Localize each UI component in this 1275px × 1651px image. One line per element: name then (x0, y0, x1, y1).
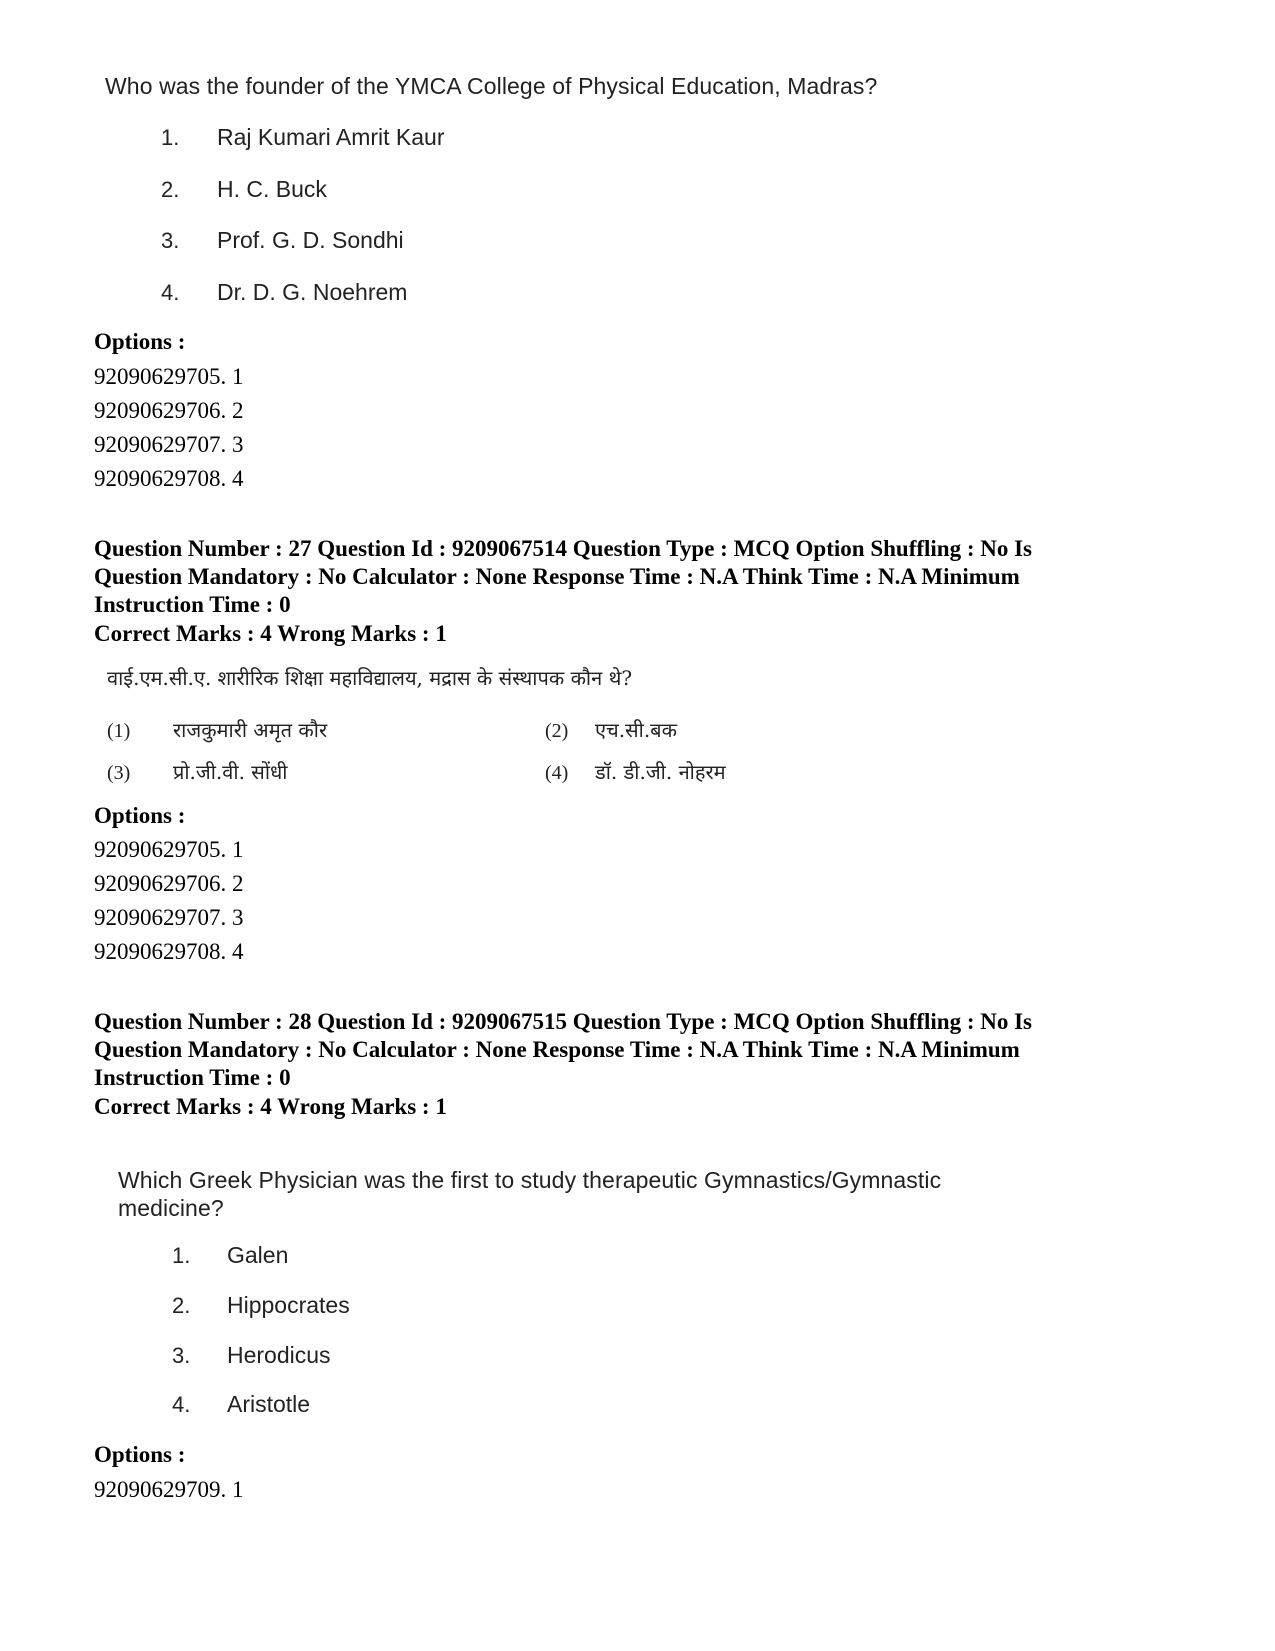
choice-number: (2) (545, 720, 569, 742)
q27-options-list (94, 833, 244, 969)
meta-line: Question Number : 27 Question Id : 9209067514 Question Type : MCQ Option Shuffling : No Is (94, 536, 1033, 561)
question-27-text-hi: वाई.एम.सी.ए. शारीरिक शिक्षा महाविद्यालय, मद्रास के संस्थापक कौन थे? (107, 666, 633, 690)
option-item: 92090629708. 4 (94, 939, 244, 964)
question-28-text-en (118, 1166, 941, 1222)
choice-text: Dr. D. G. Noehrem (217, 279, 408, 305)
choice-number: 1. (161, 125, 180, 150)
q27-choice-2 (545, 716, 677, 743)
choice-text: Aristotle (227, 1391, 311, 1417)
q28-options-label: Options : (94, 1442, 186, 1467)
q28-options-list (94, 1473, 244, 1507)
q28-choice-2 (172, 1292, 350, 1319)
choice-number: 4. (161, 280, 180, 305)
q27-marks: Correct Marks : 4 Wrong Marks : 1 (94, 621, 447, 646)
meta-line: Question Number : 28 Question Id : 9209067515 Question Type : MCQ Option Shuffling : No Is (94, 1009, 1033, 1034)
q27-choice-3 (107, 758, 288, 785)
choice-number: (1) (107, 720, 131, 742)
option-item: 92090629705. 1 (94, 364, 244, 389)
choice-text: डॉ. डी.जी. नोहरम (595, 760, 726, 784)
question-26-text-en: Who was the founder of the YMCA College of Physical Education, Madras? (105, 73, 878, 99)
choice-number: (4) (545, 762, 569, 784)
q28-choice-4 (172, 1391, 310, 1418)
q26-options-list (94, 360, 244, 496)
meta-line: Instruction Time : 0 (94, 592, 291, 617)
choice-text: H. C. Buck (217, 176, 327, 202)
meta-line: Instruction Time : 0 (94, 1065, 291, 1090)
choice-number: (3) (107, 762, 131, 784)
q27-choice-4 (545, 758, 726, 785)
q27-metadata (94, 535, 1184, 619)
choice-text: Hippocrates (227, 1292, 350, 1318)
choice-text: Herodicus (227, 1342, 331, 1368)
choice-number: 2. (172, 1293, 191, 1318)
option-item: 92090629707. 3 (94, 905, 244, 930)
q28-marks: Correct Marks : 4 Wrong Marks : 1 (94, 1094, 447, 1119)
choice-text: एच.सी.बक (595, 718, 677, 742)
option-item: 92090629706. 2 (94, 871, 244, 896)
choice-number: 3. (172, 1343, 191, 1368)
q27-options-label: Options : (94, 803, 186, 828)
option-item: 92090629706. 2 (94, 398, 244, 423)
choice-text: प्रो.जी.वी. सोंधी (173, 760, 288, 784)
choice-text: Prof. G. D. Sondhi (217, 227, 404, 253)
choice-number: 3. (161, 228, 180, 253)
choice-number: 2. (161, 177, 180, 202)
q28-choice-1 (172, 1242, 288, 1269)
choice-number: 4. (172, 1392, 191, 1417)
option-item: 92090629707. 3 (94, 432, 244, 457)
choice-number: 1. (172, 1243, 191, 1268)
question-line: medicine? (118, 1195, 224, 1221)
meta-line: Question Mandatory : No Calculator : None Response Time : N.A Think Time : N.A Minimum (94, 564, 1020, 589)
option-item: 92090629708. 4 (94, 466, 244, 491)
choice-text: Raj Kumari Amrit Kaur (217, 124, 445, 150)
q26-choice-4 (161, 279, 407, 306)
option-item: 92090629705. 1 (94, 837, 244, 862)
choice-text: राजकुमारी अमृत कौर (173, 718, 328, 742)
q26-choice-1 (161, 124, 445, 151)
option-item: 92090629709. 1 (94, 1477, 244, 1502)
q26-options-label: Options : (94, 329, 186, 354)
q26-choice-2 (161, 176, 327, 203)
q27-choice-1 (107, 716, 327, 743)
q28-choice-3 (172, 1342, 331, 1369)
question-line: Which Greek Physician was the first to study therapeutic Gymnastics/Gymnastic (118, 1167, 942, 1193)
choice-text: Galen (227, 1242, 289, 1268)
meta-line: Question Mandatory : No Calculator : None Response Time : N.A Think Time : N.A Minimum (94, 1037, 1020, 1062)
q26-choice-3 (161, 227, 404, 254)
q28-metadata (94, 1008, 1184, 1092)
